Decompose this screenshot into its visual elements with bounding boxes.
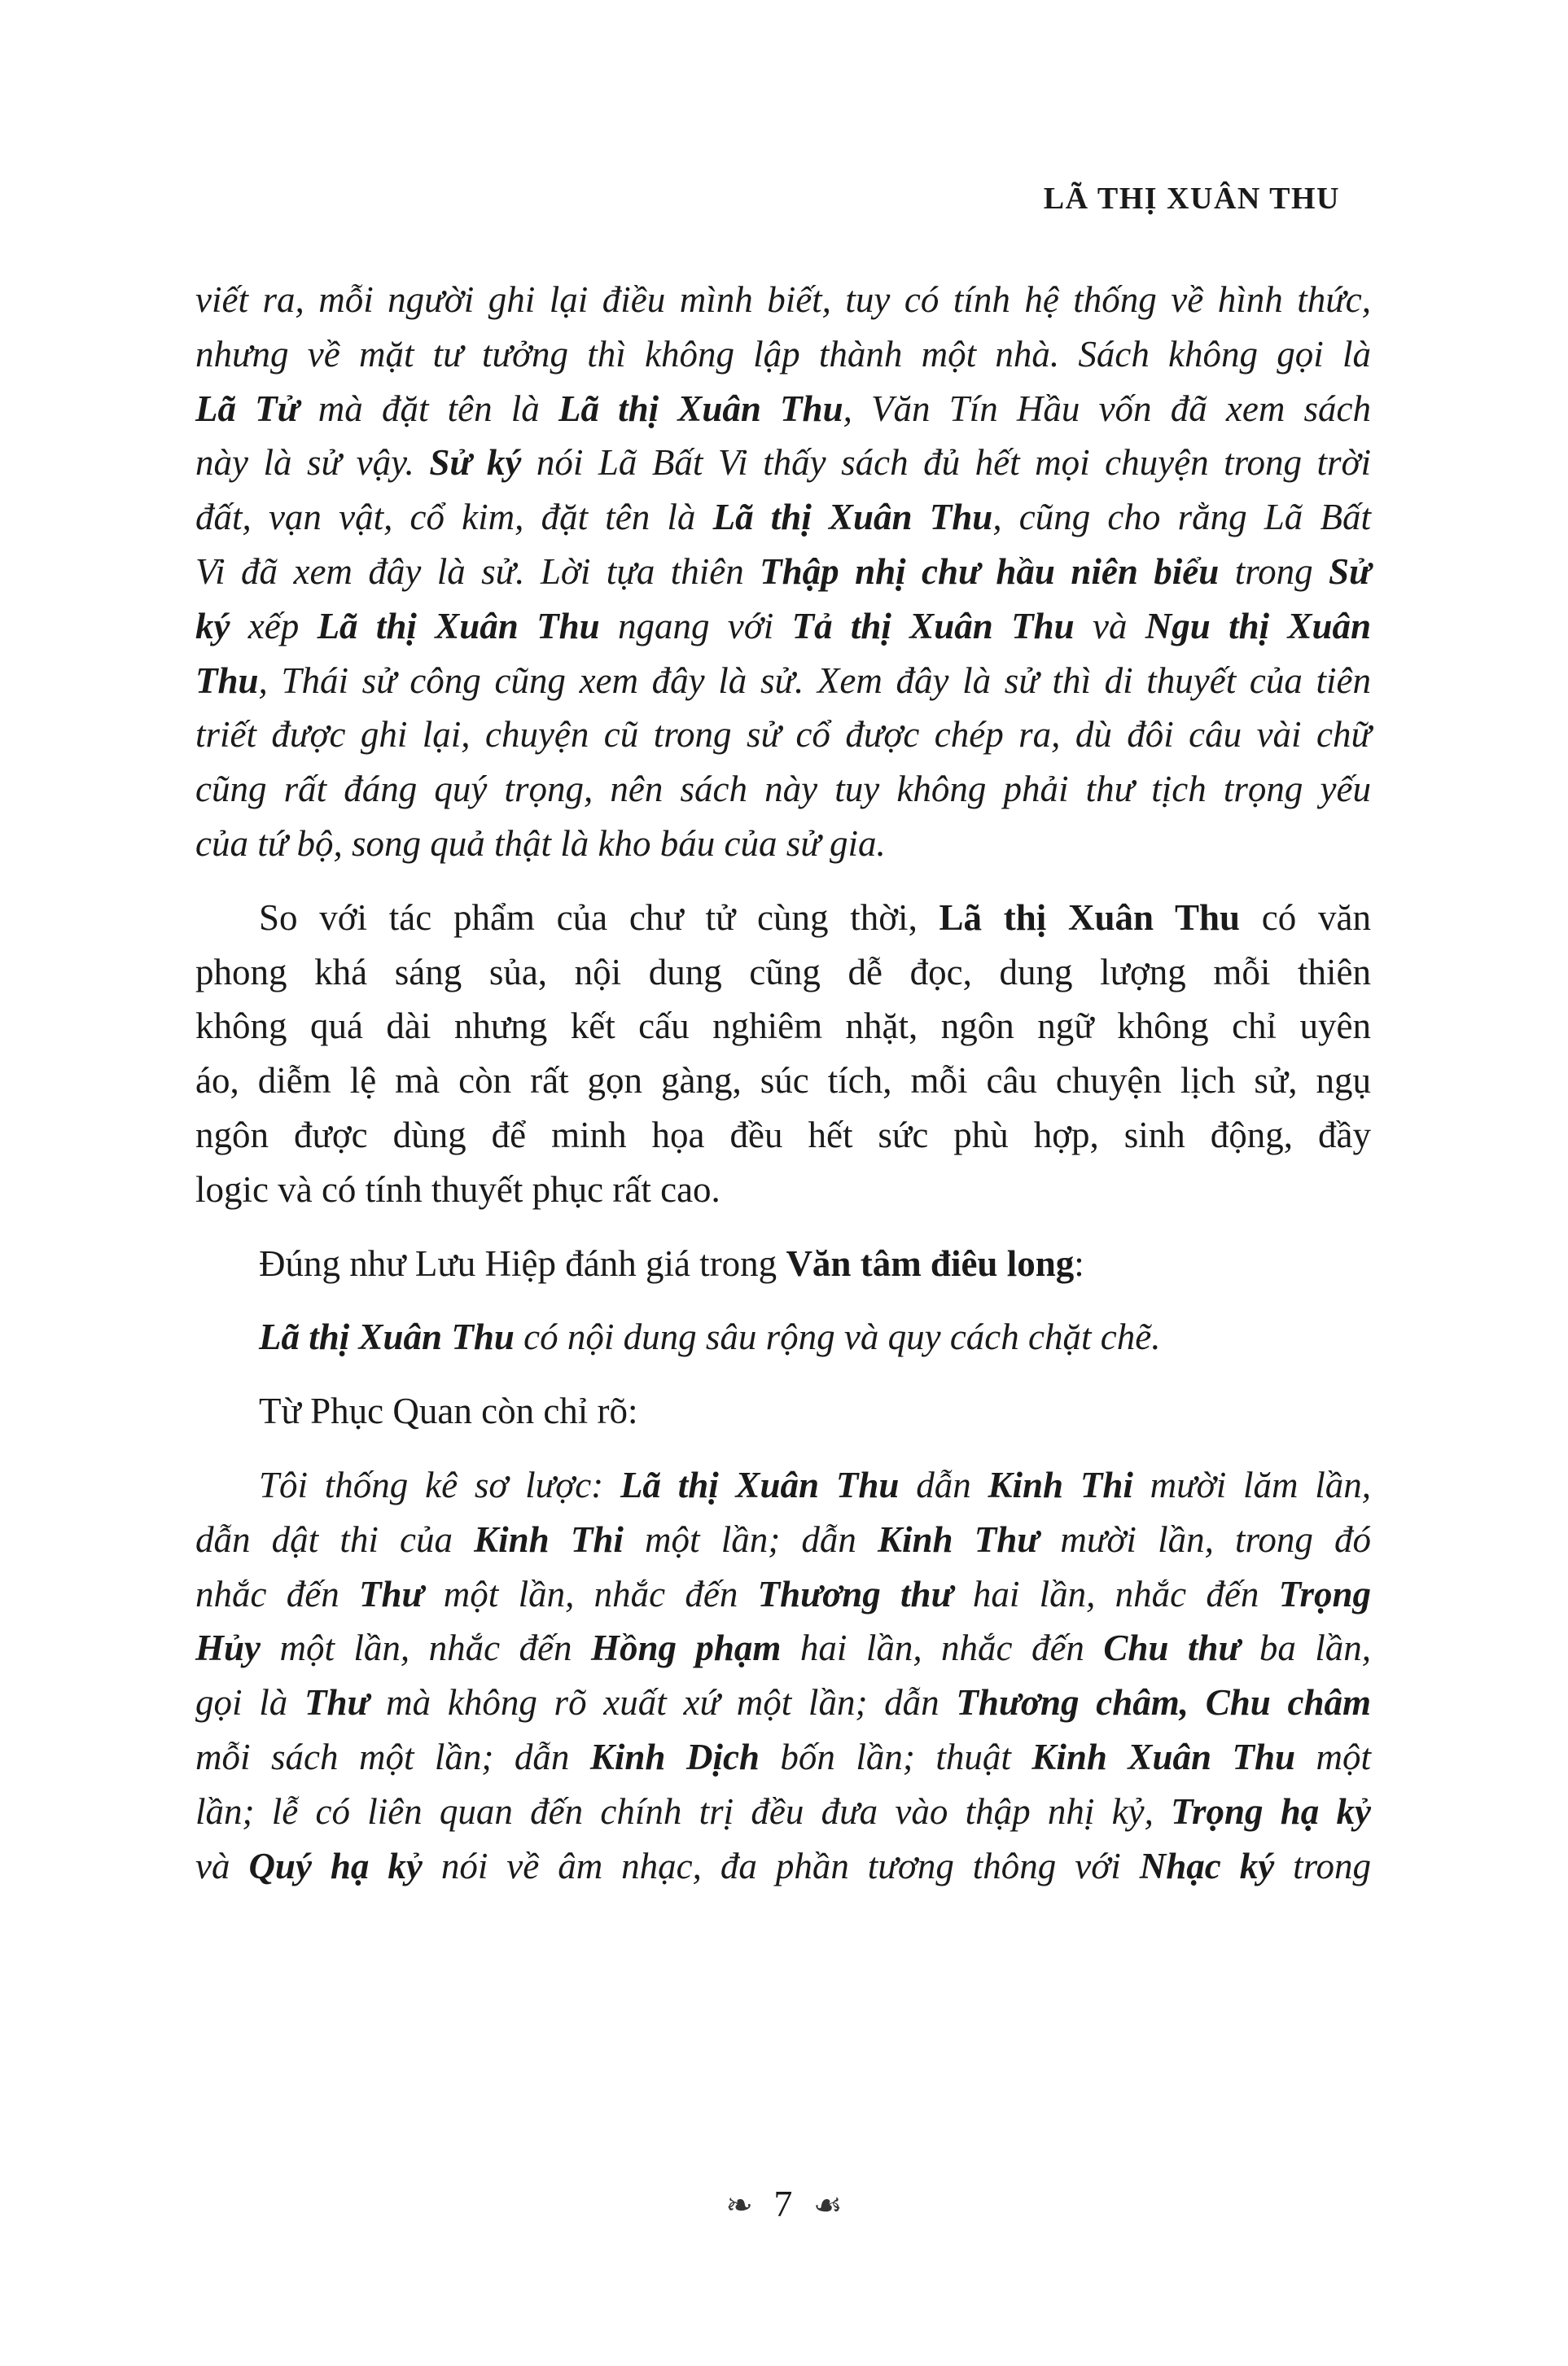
text-line [195,1676,1371,1730]
text-line: phong khá sáng sủa, nội dung cũng dễ đọc, dung lượng mỗi thiên [195,951,1371,992]
running-header: LÃ THỊ XUÂN THU [1043,182,1340,216]
book-title: Lã thị Xuân Thu [317,605,600,646]
book-title: Kinh Thư [878,1518,1040,1560]
text-run: mỗi sách một lần; dẫn [195,1736,590,1777]
text-run: Tôi thống kê sơ lược: [259,1464,620,1505]
text-run: một [1295,1736,1372,1777]
book-title: Chu thư [1103,1628,1241,1669]
book-title: Văn tâm điêu long [786,1242,1075,1284]
text-run: lần; lễ có liên quan đến chính trị đều đưa vào thập nhị kỷ, [195,1790,1172,1832]
text-line: viết ra, mỗi người ghi lại điều mình biết, tuy có tính hệ thống về hình thức, [195,279,1371,320]
page-body [195,273,1371,1913]
text-run: một lần; dẫn [623,1518,878,1560]
text-run: nói Lã Bất Vi thấy sách đủ hết mọi chuyện trong trời [521,442,1371,484]
book-title: Hồng phạm [590,1628,782,1669]
text-run: dẫn dật thi của [195,1518,475,1560]
text-run: một lần, nhắc đến [261,1628,591,1669]
text-line: logic và có tính thuyết phục rất cao. [195,1168,720,1210]
book-title: Lã thị Xuân Thu [259,1317,515,1358]
text-run: Đúng như Lưu Hiệp đánh giá trong [259,1242,786,1284]
book-title: Thương châm, Chu châm [956,1682,1371,1724]
text-line [195,545,1371,599]
book-title: Lã thị Xuân Thu [620,1464,900,1505]
book-title: Sử ký [429,442,522,484]
book-title: Kinh Dịch [589,1736,760,1777]
text-run: nhắc đến [195,1573,360,1615]
text-line: nhưng về mặt tư tưởng thì không lập thành một nhà. Sách không gọi là [195,333,1371,375]
text-line [195,1458,1371,1513]
book-title: Lã Tử [195,388,300,429]
text-run: ngang với [599,605,792,646]
text-line [195,1730,1371,1785]
text-run: có nội dung sâu rộng và quy cách chặt chẽ. [514,1317,1161,1358]
text-run: trong [1219,550,1329,592]
book-title: Kinh Thi [474,1518,624,1560]
text-run: mười lăm lần, [1132,1464,1372,1505]
text-run: hai lần, nhắc đến [781,1628,1104,1669]
text-line [195,1621,1371,1676]
book-title: Thư [359,1573,424,1615]
book-title: Thư [304,1682,370,1724]
book-title: Thập nhị chư hầu niên biểu [760,550,1220,592]
text-line [195,1839,1371,1894]
book-title: Sử [1328,550,1371,592]
book-title: ký [195,605,230,646]
text-line [195,490,1371,545]
book-title: Hủy [195,1628,261,1669]
book-title: Quý hạ kỷ [248,1845,423,1886]
book-title: Kinh Xuân Thu [1031,1736,1296,1777]
fleuron-right-icon: ☙ [812,2187,843,2224]
text-line [195,1785,1371,1839]
paragraph-style-assessment [195,891,1371,1217]
text-run: bốn lần; thuật [759,1736,1032,1777]
text-line [195,599,1371,654]
text-run: trong [1274,1845,1371,1886]
text-run: và [195,1845,249,1886]
text-run: Vi đã xem đây là sử. Lời tựa thiên [195,550,760,592]
quote-luu-hiep [195,1310,1371,1365]
text-run: đất, vạn vật, cổ kim, đặt tên là [195,497,713,538]
text-line [195,891,1371,945]
text-run: , cũng cho rằng Lã Bất [992,497,1371,538]
text-run: dẫn [899,1464,988,1505]
text-run: gọi là [195,1682,304,1724]
text-run: này là sử vậy. [195,442,430,484]
paragraph-luu-hiep [195,1237,1371,1291]
book-title: Thương thư [757,1573,953,1615]
book-title: Lã thị Xuân Thu [939,896,1241,938]
text-run: mà không rõ xuất xứ một lần; dẫn [369,1682,957,1724]
page-number: 7 [773,2183,793,2224]
text-run: một lần, nhắc đến [423,1573,758,1615]
text-run: So với tác phẩm của chư tử cùng thời, [259,896,939,938]
text-run: hai lần, nhắc đến [953,1573,1279,1615]
quote-tu-phuc-quan [195,1458,1371,1893]
text-run: mười lần, trong đó [1039,1518,1372,1560]
page-footer [0,2182,1568,2225]
book-title: Trọng hạ kỷ [1171,1790,1372,1832]
text-run: ba lần, [1240,1628,1372,1669]
text-run: : [1074,1242,1084,1284]
book-title: Trọng [1278,1573,1371,1615]
text-run: có văn [1240,896,1371,938]
text-line [195,382,1371,436]
text-run: xếp [230,605,318,646]
text-run: , Thái sử công cũng xem đây là sử. Xem đây là sử thì di thuyết của tiên [258,659,1371,701]
book-title: Thu [195,659,259,701]
book-title: Kinh Thi [988,1464,1133,1505]
text-line: không quá dài nhưng kết cấu nghiêm nhặt, ngôn ngữ không chỉ uyên [195,1006,1371,1047]
text-run: và [1074,605,1145,646]
paragraph-tu-phuc-quan: Từ Phục Quan còn chỉ rõ: [259,1391,638,1432]
text-run: , Văn Tín Hầu vốn đã xem sách [843,388,1371,429]
book-title: Lã thị Xuân Thu [558,388,843,429]
text-line [195,436,1371,490]
book-title: Ngu thị Xuân [1145,605,1372,646]
book-title: Tả thị Xuân Thu [791,605,1075,646]
text-line: ngôn được dùng để minh họa đều hết sức phù hợp, sinh động, đầy [195,1114,1371,1155]
text-line [195,654,1371,708]
book-title: Nhạc ký [1139,1845,1275,1886]
text-run: nói về âm nhạc, đa phần tương thông với [422,1845,1140,1886]
text-line: cũng rất đáng quý trọng, nên sách này tuy không phải thư tịch trọng yếu [195,769,1371,810]
text-line [195,1567,1371,1622]
paragraph-history-value [195,273,1371,871]
text-run: mà đặt tên là [299,388,558,429]
text-line [195,1513,1371,1567]
text-line: của tứ bộ, song quả thật là kho báu của sử gia. [195,822,886,864]
book-title: Lã thị Xuân Thu [712,497,993,538]
text-line: triết được ghi lại, chuyện cũ trong sử cổ được chép ra, dù đôi câu vài chữ [195,714,1371,756]
fleuron-left-icon: ❧ [725,2187,753,2224]
text-line: áo, diễm lệ mà còn rất gọn gàng, súc tích, mỗi câu chuyện lịch sử, ngụ [195,1060,1371,1102]
